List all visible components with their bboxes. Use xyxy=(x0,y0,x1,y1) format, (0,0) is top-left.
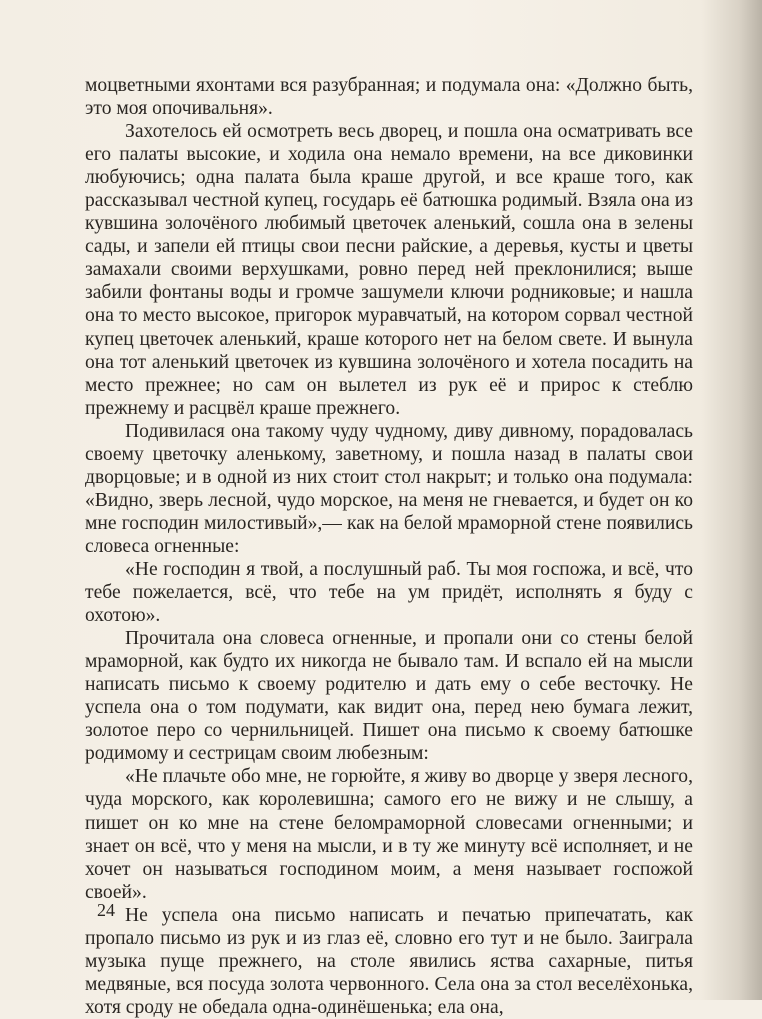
paragraph-1: моцветными яхонтами вся разубранная; и подумала она: «Должно быть, это моя опочивальня». xyxy=(85,75,693,120)
paragraph-5: Прочитала она словеса огненные, и пропали они со стены белой мраморной, как будто их никогда не бывало там. И вспало ей на мысли написать письмо к своему родителю и дать ему о себе весточку. Не успела она о том подумати, как видит она, перед нею бумага лежит, золотое перо со чернильницей. Пишет она письмо к своему батюшке родимому и сестрицам своим любезным: xyxy=(85,628,693,765)
paragraph-7: Не успела она письмо написать и печатью припечатать, как пропало письмо из рук и из глаз её, словно его тут и не было. Заиграла музыка пуще прежнего, на столе явились яства сахарные, питья медвяные, вся посуда золота червонного. Села она за стол веселёхонька, хотя сроду не обедала одна-одинёшенька; ела она, xyxy=(85,904,693,1018)
paragraph-4: «Не господин я твой, а послушный раб. Ты моя госпожа, и всё, что тебе пожелается, всё, что тебе на ум придёт, исполнять я буду с охотою». xyxy=(85,558,693,627)
page-number: 24 xyxy=(97,900,115,920)
paragraph-2: Захотелось ей осмотреть весь дворец, и пошла она осматривать все его палаты высокие, и ходила она немало времени, на все диковинки любуючись; одна палата была краше другой, и все краше того, как рассказывал честной купец, государь её батюшка родимый. Взяла она из кувшина золочёного любимый цветочек аленький, сошла она в зелены сады, и запели ей птицы свои песни райские, а деревья, кусты и цветы замахали своими верхушками, ровно перед ней преклонилися; выше забили фонтаны воды и громче зашумели ключи родниковые; и нашла она то место высокое, пригорок муравчатый, на котором сорвал честной купец цветочек аленький, краше которого нет на белом свете. И вынула она тот аленький цветочек из кувшина золочёного и хотела посадить на место прежнее; но сам он вылетел из рук её и прирос к стеблю прежнему и расцвёл краше прежнего. xyxy=(85,121,693,419)
body-text xyxy=(85,74,693,1019)
paragraph-6: «Не плачьте обо мне, не горюйте, я живу во дворце у зверя лесного, чуда морского, как королевишна; самого его не вижу и не слышу, а пишет он ко мне на стене беломраморной словесами огненными; и знает он всё, что у меня на мысли, и в ту же минуту всё исполняет, и не хочет он называться господином моим, а меня называет госпожой своей». xyxy=(85,766,693,903)
paragraph-3: Подивилася она такому чуду чудному, диву дивному, порадовалась своему цветочку аленькому, заветному, и пошла назад в палаты свои дворцовые; и в одной из них стоит стол накрыт; и только она подумала: «Видно, зверь лесной, чудо морское, на меня не гневается, и будет он ко мне господин милостивый»,— как на белой мраморной стене появились словеса огненные: xyxy=(85,420,693,557)
